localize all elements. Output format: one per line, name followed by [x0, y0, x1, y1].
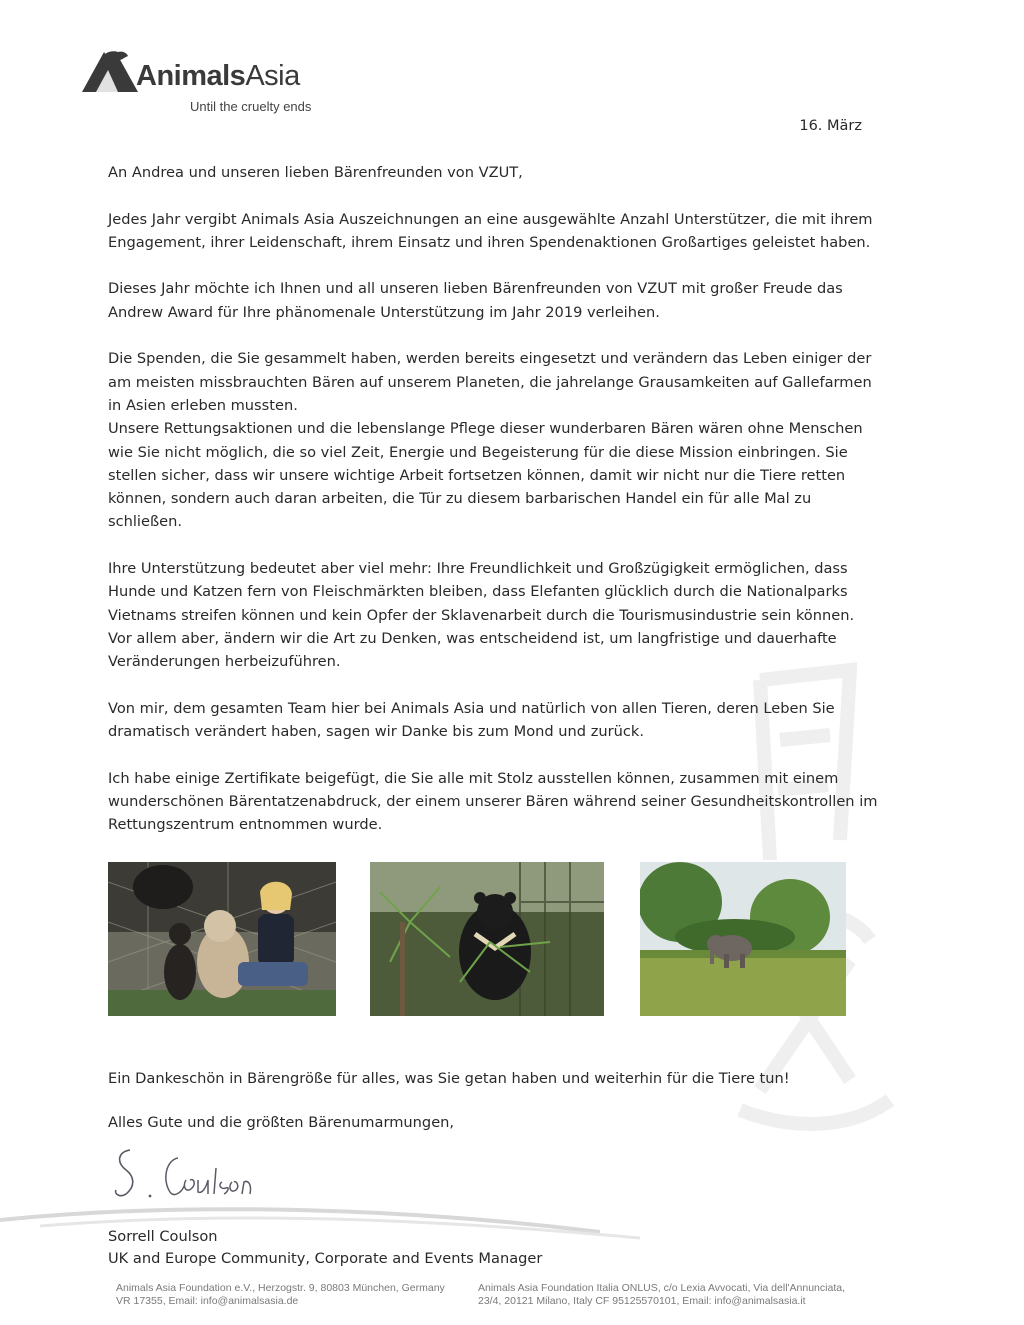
- paragraph: Ihre Unterstützung bedeutet aber viel mehr: Ihre Freundlichkeit und Großzügigkeit ermöglichen, dass Hunde und Katzen fern von Fleischmärkten bleiben, dass Elefanten glücklich durch die Nationalparks Vietnams streifen können und kein Opfer der Sklavenarbeit durch die Tourismusindustrie sein können. Vor allem aber, ändern wir die Art zu Denken, was entscheidend ist, um langfristige und dauerhafte Veränderungen herbeizuführen.: [108, 560, 855, 671]
- paragraph: Unsere Rettungsaktionen und die lebenslange Pflege dieser wunderbaren Bären wären ohne Menschen wie Sie nicht möglich, die so viel Zeit, Energie und Begeisterung für die diese Mission einbringen. Sie stellen sicher, dass wir unsere wichtige Arbeit fortsetzen können, damit wir nicht nur die Tiere retten können, sondern auch daran arbeiten, die Tür zu diesem barbarischen Handel ein für alle Mal zu schließen.: [108, 420, 863, 531]
- photo-elephant-in-grassland: [640, 862, 846, 1016]
- paragraph: Jedes Jahr vergibt Animals Asia Auszeichnungen an eine ausgewählte Anzahl Unterstützer, die mit ihrem Engagement, ihrer Leidenschaft, ihrem Einsatz und ihren Spendenaktionen Großartiges geleistet haben.: [108, 210, 873, 251]
- signer-name: Sorrell Coulson: [108, 1228, 218, 1245]
- brand-tagline: Until the cruelty ends: [190, 99, 312, 114]
- farewell: Alles Gute und die größten Bärenumarmungen,: [108, 1114, 455, 1131]
- paragraph: Die Spenden, die Sie gesammelt haben, werden bereits eingesetzt und verändern das Leben einiger der am meisten missbrauchten Bären auf unserem Planeten, die jahrelange Grausamkeiten auf Gallefarmen in Asien erleben mussten.: [108, 350, 872, 414]
- animals-asia-logo: [82, 44, 342, 116]
- footer-line: VR 17355, Email: info@animalsasia.de: [116, 1295, 299, 1307]
- footer-italy: [478, 1282, 845, 1308]
- letter-body: [108, 161, 878, 860]
- footer-germany: [116, 1282, 445, 1308]
- footer-line: Animals Asia Foundation e.V., Herzogstr. 9, 80803 München, Germany: [116, 1282, 445, 1294]
- paragraph: Von mir, dem gesamten Team hier bei Animals Asia und natürlich von allen Tieren, deren Leben Sie dramatisch verändert haben, sagen wir Danke bis zum Mond und zurück.: [108, 699, 835, 741]
- footer-line: Animals Asia Foundation Italia ONLUS, c/o Lexia Avvocati, Via dell'Annunciata,: [478, 1282, 845, 1294]
- bear-mountain-icon: [82, 44, 138, 94]
- footer-line: 23/4, 20121 Milano, Italy CF 95125570101, Email: info@animalsasia.it: [478, 1295, 806, 1307]
- signer-title: UK and Europe Community, Corporate and Events Manager: [108, 1250, 543, 1267]
- paragraph: Dieses Jahr möchte ich Ihnen und all unseren lieben Bärenfreunden von VZUT mit großer Freude das Andrew Award für Ihre phänomenale Unterstützung im Jahr 2019 verleihen.: [108, 280, 843, 321]
- photo-bear-in-greenery: [370, 862, 604, 1016]
- photo-woman-with-dogs: [108, 862, 336, 1016]
- salutation: An Andrea und unseren lieben Bärenfreunden von VZUT,: [108, 164, 523, 181]
- letter-date: 16. März: [799, 118, 862, 134]
- paragraph: Ich habe einige Zertifikate beigefügt, die Sie alle mit Stolz ausstellen können, zusammen mit einem wunderschönen Bärentatzenabdruck, der einem unserer Bären während seiner Gesundheitskontrollen im Rettungszentrum entnommen wurde.: [108, 769, 878, 834]
- closing-line: Ein Dankeschön in Bärengröße für alles, was Sie getan haben und weiterhin für die Tiere tun!: [108, 1070, 790, 1087]
- signer-block: [108, 1226, 542, 1270]
- brand-name: AnimalsAsia: [136, 60, 300, 92]
